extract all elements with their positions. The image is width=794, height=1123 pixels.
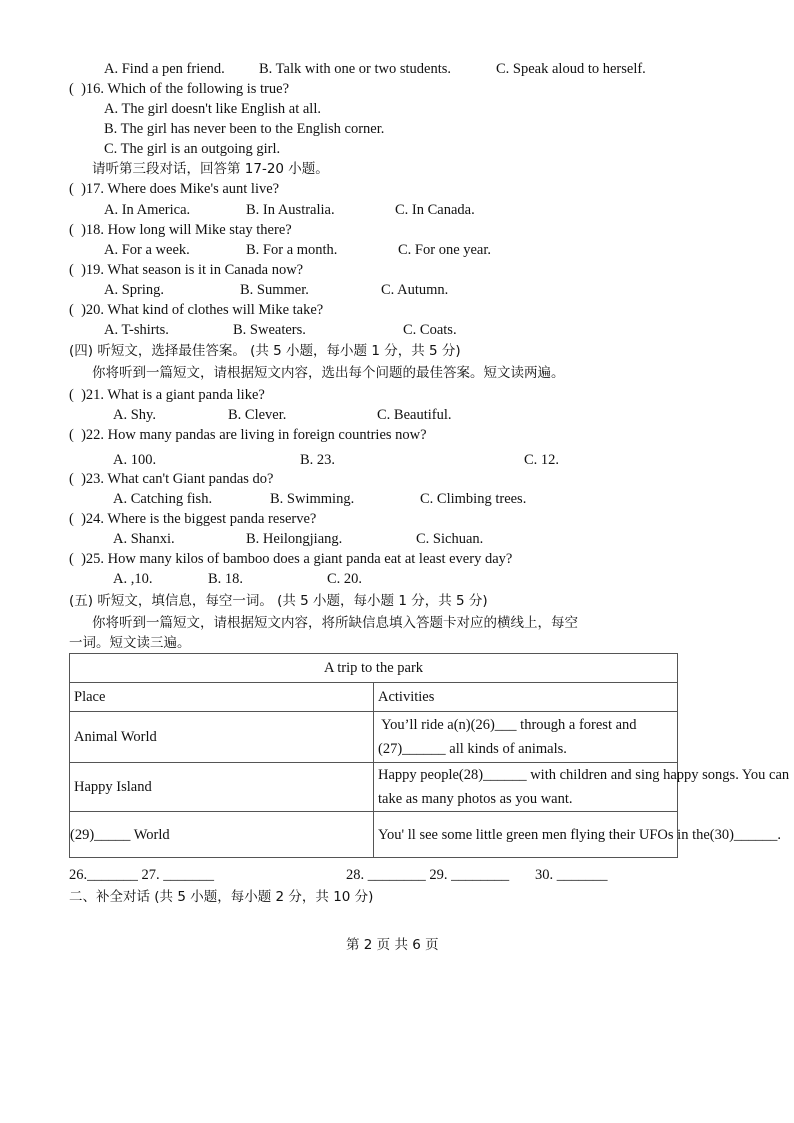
question-22: ( )22. How many pandas are living in foreign countries now? bbox=[69, 427, 427, 443]
q17-option-b: B. In Australia. bbox=[246, 202, 335, 218]
question-21: ( )21. What is a giant panda like? bbox=[69, 387, 265, 403]
q20-option-b: B. Sweaters. bbox=[233, 322, 306, 338]
section-5-instruction-line2: 一词。短文读三遍。 bbox=[69, 635, 191, 651]
table-row bbox=[70, 812, 678, 858]
table-cell-place: Animal World bbox=[70, 712, 374, 763]
q22-option-a: A. 100. bbox=[113, 452, 157, 468]
question-16: ( )16. Which of the following is true? bbox=[69, 81, 289, 97]
question-18: ( )18. How long will Mike stay there? bbox=[69, 222, 292, 238]
q25-option-a: A. ,10. bbox=[113, 571, 153, 587]
q20-option-a: A. T-shirts. bbox=[104, 322, 169, 338]
question-23: ( )23. What can't Giant pandas do? bbox=[69, 471, 274, 487]
instruction-part3: 请听第三段对话，回答第 17-20 小题。 bbox=[92, 161, 329, 177]
page-footer: 第 2 页 共 6 页 bbox=[346, 937, 439, 953]
q24-option-b: B. Heilongjiang. bbox=[246, 531, 343, 547]
q17-option-a: A. In America. bbox=[104, 202, 191, 218]
activity-line: Happy people(28)______ with children and sing happy songs. You can bbox=[378, 767, 790, 783]
q21-option-a: A. Shy. bbox=[113, 407, 156, 423]
table-header-activities: Activities bbox=[374, 683, 678, 712]
q20-option-c: C. Coats. bbox=[403, 322, 457, 338]
q21-option-c: C. Beautiful. bbox=[377, 407, 452, 423]
section-4-heading: (四) 听短文，选择最佳答案。 (共 5 小题，每小题 1 分，共 5 分) bbox=[69, 343, 461, 359]
table-title: A trip to the park bbox=[70, 654, 678, 683]
option-a: A. Find a pen friend. bbox=[104, 61, 225, 77]
q24-option-c: C. Sichuan. bbox=[416, 531, 484, 547]
table-row bbox=[70, 763, 678, 812]
q19-option-c: C. Autumn. bbox=[381, 282, 449, 298]
activity-line: (27)______ all kinds of animals. bbox=[378, 741, 567, 757]
q19-option-a: A. Spring. bbox=[104, 282, 165, 298]
answer-blanks-26-27: 26._______ 27. _______ bbox=[69, 867, 214, 883]
table-header-place: Place bbox=[70, 683, 374, 712]
table-cell-activities bbox=[374, 763, 790, 812]
q22-option-b: B. 23. bbox=[300, 452, 336, 468]
table-row bbox=[70, 712, 678, 763]
q18-option-c: C. For one year. bbox=[398, 242, 492, 258]
table-cell-place: Happy Island bbox=[70, 763, 374, 812]
q23-option-a: A. Catching fish. bbox=[113, 491, 213, 507]
q16-option-a: A. The girl doesn't like English at all. bbox=[104, 101, 321, 117]
question-17: ( )17. Where does Mike's aunt live? bbox=[69, 181, 280, 197]
q18-option-a: A. For a week. bbox=[104, 242, 190, 258]
trip-table bbox=[69, 653, 790, 858]
section-4-instruction: 你将听到一篇短文，请根据短文内容，选出每个问题的最佳答案。短文读两遍。 bbox=[92, 365, 565, 381]
activity-line: You’ll ride a(n)(26)___ through a forest and bbox=[378, 717, 637, 733]
question-24: ( )24. Where is the biggest panda reserve? bbox=[69, 511, 317, 527]
section-5-heading: (五) 听短文，填信息，每空一词。 (共 5 小题，每小题 1 分，共 5 分) bbox=[69, 593, 488, 609]
q21-option-b: B. Clever. bbox=[228, 407, 287, 423]
section-2-heading: 二、补全对话 (共 5 小题，每小题 2 分，共 10 分) bbox=[69, 889, 374, 905]
section-5-instruction-line1: 你将听到一篇短文，请根据短文内容，将所缺信息填入答题卡对应的横线上，每空 bbox=[92, 615, 578, 631]
q25-option-c: C. 20. bbox=[327, 571, 363, 587]
option-c: C. Speak aloud to herself. bbox=[496, 61, 646, 77]
question-25: ( )25. How many kilos of bamboo does a giant panda eat at least every day? bbox=[69, 551, 513, 567]
q23-option-b: B. Swimming. bbox=[270, 491, 355, 507]
option-b: B. Talk with one or two students. bbox=[259, 61, 452, 77]
activity-line: You' ll see some little green men flying their UFOs in the(30)______. bbox=[378, 826, 782, 843]
answer-blanks-28-29: 28. ________ 29. ________ bbox=[346, 867, 510, 883]
q18-option-b: B. For a month. bbox=[246, 242, 338, 258]
q24-option-a: A. Shanxi. bbox=[113, 531, 175, 547]
table-cell-activities bbox=[374, 712, 678, 763]
q16-option-c: C. The girl is an outgoing girl. bbox=[104, 141, 281, 157]
q25-option-b: B. 18. bbox=[208, 571, 244, 587]
q23-option-c: C. Climbing trees. bbox=[420, 491, 527, 507]
table-cell-place: (29)_____ World bbox=[70, 812, 374, 858]
activity-line: take as many photos as you want. bbox=[378, 791, 573, 807]
q22-option-c: C. 12. bbox=[524, 452, 560, 468]
question-19: ( )19. What season is it in Canada now? bbox=[69, 262, 304, 278]
q19-option-b: B. Summer. bbox=[240, 282, 309, 298]
q16-option-b: B. The girl has never been to the English corner. bbox=[104, 121, 385, 137]
q17-option-c: C. In Canada. bbox=[395, 202, 475, 218]
answer-blank-30: 30. _______ bbox=[535, 867, 608, 883]
table-cell-activities bbox=[374, 812, 782, 858]
question-20: ( )20. What kind of clothes will Mike take? bbox=[69, 302, 324, 318]
